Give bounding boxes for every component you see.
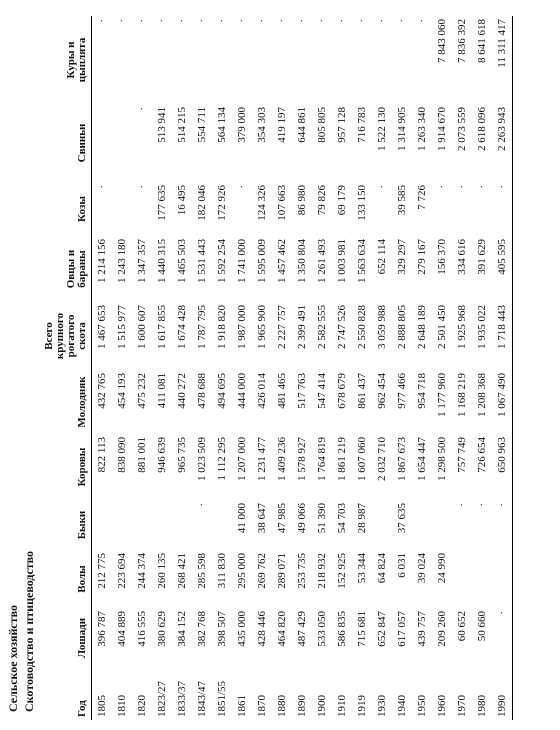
table-cell: 464 820 — [276, 611, 288, 647]
table-cell: · — [196, 19, 208, 23]
table-cell: 380 629 — [156, 611, 168, 647]
table-cell: 28 987 — [356, 503, 368, 534]
column-header: Лошади — [44, 608, 92, 668]
table-cell: 494 695 — [216, 373, 228, 409]
table-cell: 24 990 — [436, 553, 448, 584]
year-cell: 1970 — [456, 695, 468, 717]
table-cell: 1 965 900 — [256, 305, 268, 349]
table-cell: 2 073 559 — [456, 107, 468, 151]
table-row — [152, 16, 172, 720]
table-cell: 3 059 988 — [376, 305, 388, 349]
table-row — [232, 16, 252, 720]
table-cell: 1 595 009 — [256, 239, 268, 283]
table-cell: 69 179 — [336, 185, 348, 216]
table-cell: 1 112 295 — [216, 437, 228, 481]
table-cell — [412, 500, 432, 550]
table-cell: · — [492, 182, 513, 236]
section-subtitle: Скотоводство и птицеводство — [22, 550, 36, 712]
table-cell: 617 057 — [396, 611, 408, 647]
table-row — [212, 16, 232, 720]
table-cell: 946 639 — [156, 437, 168, 473]
table-cell: 1 465 503 — [176, 239, 188, 283]
year-cell: 1810 — [116, 695, 128, 717]
table-cell: 133 150 — [356, 185, 368, 221]
table-cell: 435 000 — [236, 611, 248, 647]
table-cell: 454 193 — [116, 373, 128, 409]
table-cell: 1 409 236 — [276, 437, 288, 481]
table-cell: 962 454 — [376, 373, 388, 409]
table-cell: 861 437 — [356, 373, 368, 409]
table-cell: · — [376, 185, 388, 189]
table-cell: · — [236, 19, 248, 23]
table-cell: 391 629 — [476, 239, 488, 275]
table-cell: 49 066 — [296, 503, 308, 534]
table-cell — [212, 500, 232, 550]
table-cell: 432 765 — [96, 373, 108, 409]
table-cell — [132, 500, 152, 550]
table-header-row — [44, 16, 92, 720]
table-row — [372, 16, 392, 720]
table-cell: · — [316, 19, 328, 23]
table-cell: 1 654 447 — [416, 437, 428, 481]
table-cell: 8 641 618 — [476, 19, 488, 63]
table-cell: 957 128 — [336, 107, 348, 143]
table-cell: 1 467 653 — [96, 305, 108, 349]
table-cell — [452, 550, 472, 608]
year-cell: 1910 — [336, 695, 348, 717]
table-cell: 253 735 — [296, 553, 308, 589]
table-cell — [432, 500, 452, 550]
table-cell: 39 024 — [416, 553, 428, 584]
table-cell: 51 390 — [316, 503, 328, 534]
table-cell: · — [136, 185, 148, 189]
column-header: Волы — [44, 550, 92, 608]
table-cell: 79 826 — [316, 185, 328, 216]
table-cell: 1 867 673 — [396, 437, 408, 481]
table-cell: 212 775 — [96, 553, 108, 589]
table-cell: 38 647 — [256, 503, 268, 534]
year-cell: 1990 — [492, 668, 513, 720]
table-cell: · — [136, 19, 148, 23]
table-row — [272, 16, 292, 720]
table-cell: 1 918 820 — [216, 305, 228, 349]
table-cell: 554 711 — [196, 107, 208, 143]
table-cell: · — [296, 19, 308, 23]
table-cell: 7 843 060 — [436, 19, 448, 63]
table-cell: 726 654 — [476, 437, 488, 473]
table-cell — [112, 104, 132, 182]
table-cell: 1 208 368 — [476, 373, 488, 417]
table-cell: · — [476, 185, 488, 189]
table-cell: 1 263 340 — [416, 107, 428, 151]
table-cell: 1 243 180 — [116, 239, 128, 283]
table-cell: 1 592 254 — [216, 239, 228, 283]
year-cell: 1950 — [416, 695, 428, 717]
table-cell: 881 001 — [136, 437, 148, 473]
table-cell: 64 824 — [376, 553, 388, 584]
year-cell: 1880 — [276, 695, 288, 717]
year-cell: 1851/55 — [216, 680, 228, 717]
year-cell: 1805 — [96, 695, 108, 717]
table-cell: 564 134 — [216, 107, 228, 143]
table-row — [452, 16, 472, 720]
table-cell: 1 764 819 — [316, 437, 328, 481]
table-cell: 334 616 — [456, 239, 468, 275]
table-cell: 1 207 000 — [236, 437, 248, 481]
column-header: Всего крупного рогатого скота — [44, 302, 92, 370]
year-cell: 1930 — [376, 695, 388, 717]
table-cell: 209 260 — [436, 611, 448, 647]
table-cell: 1 457 462 — [276, 239, 288, 283]
table-cell: · — [436, 185, 448, 189]
table-cell: 411 081 — [156, 373, 168, 409]
table-cell: 218 932 — [316, 553, 328, 589]
table-cell: 53 344 — [356, 553, 368, 584]
table-cell: 1 231 477 — [256, 437, 268, 481]
table-cell: 54 703 — [336, 503, 348, 534]
table-cell — [152, 500, 172, 550]
table-cell: 1 168 219 — [456, 373, 468, 417]
table-cell: 481 465 — [276, 373, 288, 409]
table-cell: 1 861 219 — [336, 437, 348, 481]
table-cell: 311 830 — [216, 553, 228, 589]
table-row — [132, 16, 152, 720]
table-cell: 428 446 — [256, 611, 268, 647]
table-cell: 1 600 607 — [136, 305, 148, 349]
table-cell — [172, 500, 192, 550]
table-cell — [372, 500, 392, 550]
table-cell: 156 370 — [436, 239, 448, 275]
table-cell: · — [476, 503, 488, 507]
year-cell: 1870 — [256, 695, 268, 717]
table-cell: · — [136, 107, 148, 111]
table-row — [352, 16, 372, 720]
table-cell: 285 598 — [196, 553, 208, 589]
table-cell: 354 303 — [256, 107, 268, 143]
table-row — [172, 16, 192, 720]
table-cell: 440 272 — [176, 373, 188, 409]
table-row — [392, 16, 412, 720]
table-cell: 805 805 — [316, 107, 328, 143]
table-cell: 514 215 — [176, 107, 188, 143]
table-cell — [112, 182, 132, 236]
table-cell: 2 747 526 — [336, 305, 348, 349]
table-cell: 268 421 — [176, 553, 188, 589]
table-cell: 965 735 — [176, 437, 188, 473]
table-cell: 1 563 634 — [356, 239, 368, 283]
table-cell: 1 440 315 — [156, 239, 168, 283]
table-cell: 396 787 — [96, 611, 108, 647]
table-cell: 2 888 805 — [396, 305, 408, 349]
table-cell: 2 582 555 — [316, 305, 328, 349]
column-header: Овцы и бараны — [44, 236, 92, 302]
table-cell: 382 768 — [196, 611, 208, 647]
table-cell: 2 032 710 — [376, 437, 388, 481]
table-cell: 1 987 000 — [236, 305, 248, 349]
table-cell: 1 718 443 — [492, 302, 513, 370]
table-cell: 2 263 943 — [492, 104, 513, 182]
table-cell: 533 050 — [316, 611, 328, 647]
table-cell: 757 749 — [456, 437, 468, 473]
table-cell: · — [196, 503, 208, 507]
table-cell: 1 674 428 — [176, 305, 188, 349]
table-cell: 1 067 490 — [492, 370, 513, 434]
table-cell: 6 031 — [396, 553, 408, 578]
table-cell: · — [492, 608, 513, 668]
table-cell: 405 595 — [492, 236, 513, 302]
table-cell: 650 963 — [492, 434, 513, 500]
table-cell: 152 925 — [336, 553, 348, 589]
table-cell: 1 298 500 — [436, 437, 448, 481]
year-cell: 1820 — [136, 695, 148, 717]
table-cell: 1 177 960 — [436, 373, 448, 417]
column-header: Быки — [44, 500, 92, 550]
table-cell: 1 515 977 — [116, 305, 128, 349]
table-cell: 1 003 981 — [336, 239, 348, 283]
column-header: Козы — [44, 182, 92, 236]
table-cell: 475 232 — [136, 373, 148, 409]
table-row — [92, 16, 113, 720]
table-cell: 513 941 — [156, 107, 168, 143]
table-cell: 416 555 — [136, 611, 148, 647]
table-body — [92, 16, 513, 720]
table-cell: · — [456, 185, 468, 189]
table-cell: · — [416, 19, 428, 23]
table-cell: 716 783 — [356, 107, 368, 143]
table-cell: 16 495 — [176, 185, 188, 216]
table-cell: 223 694 — [116, 553, 128, 589]
table-cell: · — [156, 19, 168, 23]
table-cell: 1 347 357 — [136, 239, 148, 283]
table-row — [492, 16, 513, 720]
table-cell: 2 648 189 — [416, 305, 428, 349]
table-cell: · — [96, 19, 108, 23]
table-cell: 1 578 927 — [296, 437, 308, 481]
year-cell: 1960 — [436, 695, 448, 717]
table-cell: 289 071 — [276, 553, 288, 589]
table-cell: 715 681 — [356, 611, 368, 647]
table-cell: 39 585 — [396, 185, 408, 216]
table-cell: 47 985 — [276, 503, 288, 534]
table-cell: 7 726 — [416, 185, 428, 210]
year-cell: 1980 — [476, 695, 488, 717]
table-cell: 2 227 757 — [276, 305, 288, 349]
table-cell: 269 762 — [256, 553, 268, 589]
year-cell: 1861 — [236, 695, 248, 717]
table-row — [252, 16, 272, 720]
table-cell: 977 466 — [396, 373, 408, 409]
column-header: Молодняк — [44, 370, 92, 434]
table-cell: 7 836 392 — [456, 19, 468, 63]
table-cell: 1 531 443 — [196, 239, 208, 283]
table-cell: 60 652 — [456, 611, 468, 642]
table-row — [412, 16, 432, 720]
table-cell: 1 914 670 — [436, 107, 448, 151]
column-header: Свиньи — [44, 104, 92, 182]
table-cell: 1 522 130 — [376, 107, 388, 151]
table-cell: 1 350 804 — [296, 239, 308, 283]
year-cell: 1833/37 — [176, 680, 188, 717]
table-cell: 41 000 — [236, 503, 248, 534]
table-row — [112, 16, 132, 720]
table-cell: 384 152 — [176, 611, 188, 647]
table-cell: 838 090 — [116, 437, 128, 473]
table-cell: 11 311 417 — [492, 16, 513, 104]
table-cell: 124 326 — [256, 185, 268, 221]
table-row — [332, 16, 352, 720]
livestock-table — [44, 16, 513, 720]
table-cell: · — [336, 19, 348, 23]
table-cell: · — [116, 19, 128, 23]
table-cell: 652 847 — [376, 611, 388, 647]
table-cell: 107 663 — [276, 185, 288, 221]
table-cell: · — [396, 19, 408, 23]
table-cell: 37 635 — [396, 503, 408, 534]
table-cell — [92, 500, 113, 550]
table-cell: 279 167 — [416, 239, 428, 275]
table-cell: 2 618 096 — [476, 107, 488, 151]
table-row — [192, 16, 212, 720]
table-cell: · — [492, 500, 513, 550]
table-cell: 177 635 — [156, 185, 168, 221]
table-cell: 1 617 855 — [156, 305, 168, 349]
year-cell: 1919 — [356, 695, 368, 717]
table-cell: · — [96, 185, 108, 189]
table-cell: 1 261 493 — [316, 239, 328, 283]
table-cell: 404 889 — [116, 611, 128, 647]
table-row — [292, 16, 312, 720]
table-cell: 1 314 905 — [396, 107, 408, 151]
table-cell: · — [356, 19, 368, 23]
table-cell: 50 660 — [476, 611, 488, 642]
table-cell: 1 214 156 — [96, 239, 108, 283]
table-cell: 260 135 — [156, 553, 168, 589]
table-cell: 2 399 491 — [296, 305, 308, 349]
table-cell: 678 679 — [336, 373, 348, 409]
table-cell: · — [256, 19, 268, 23]
table-cell: 86 980 — [296, 185, 308, 216]
table-cell: 954 718 — [416, 373, 428, 409]
table-cell: 426 014 — [256, 373, 268, 409]
section-title: Сельское хозяйство — [6, 604, 20, 712]
table-cell: 547 414 — [316, 373, 328, 409]
table-cell: 478 688 — [196, 373, 208, 409]
table-cell: 419 197 — [276, 107, 288, 143]
table-cell: 586 835 — [336, 611, 348, 647]
year-cell: 1940 — [396, 695, 408, 717]
table-cell: · — [216, 19, 228, 23]
table-cell: 652 114 — [376, 239, 388, 275]
table-cell: 1 607 060 — [356, 437, 368, 481]
table-cell: 1 741 000 — [236, 239, 248, 283]
table-cell: 487 429 — [296, 611, 308, 647]
table-cell: 379 000 — [236, 107, 248, 143]
year-cell: 1900 — [316, 695, 328, 717]
table-cell: 822 113 — [96, 437, 108, 473]
table-cell: 1 787 795 — [196, 305, 208, 349]
table-cell: 182 046 — [196, 185, 208, 221]
table-cell: 439 757 — [416, 611, 428, 647]
table-row — [472, 16, 492, 720]
table-cell: 329 297 — [396, 239, 408, 275]
year-cell: 1823/27 — [156, 680, 168, 717]
table-cell: · — [236, 185, 248, 189]
table-cell — [92, 104, 113, 182]
table-cell — [112, 500, 132, 550]
table-cell — [492, 550, 513, 608]
table-cell: · — [376, 19, 388, 23]
table-cell: 295 000 — [236, 553, 248, 589]
table-cell: 444 000 — [236, 373, 248, 409]
table-cell: 244 374 — [136, 553, 148, 589]
table-cell: 1 925 968 — [456, 305, 468, 349]
table-cell: · — [276, 19, 288, 23]
year-cell: 1890 — [296, 695, 308, 717]
table-cell: · — [456, 503, 468, 507]
table-cell: 2 501 450 — [436, 305, 448, 349]
table-cell: 172 926 — [216, 185, 228, 221]
table-cell: 1 023 509 — [196, 437, 208, 481]
table-cell: · — [176, 19, 188, 23]
column-header: Год — [44, 668, 92, 720]
column-header: Куры и цыплята — [44, 16, 92, 104]
column-header: Коровы — [44, 434, 92, 500]
table-cell: 1 935 022 — [476, 305, 488, 349]
table-cell: 2 550 828 — [356, 305, 368, 349]
table-cell: 517 763 — [296, 373, 308, 409]
table-row — [312, 16, 332, 720]
table-cell — [472, 550, 492, 608]
table-cell: 398 507 — [216, 611, 228, 647]
table-row — [432, 16, 452, 720]
table-cell: 644 861 — [296, 107, 308, 143]
year-cell: 1843/47 — [196, 680, 208, 717]
